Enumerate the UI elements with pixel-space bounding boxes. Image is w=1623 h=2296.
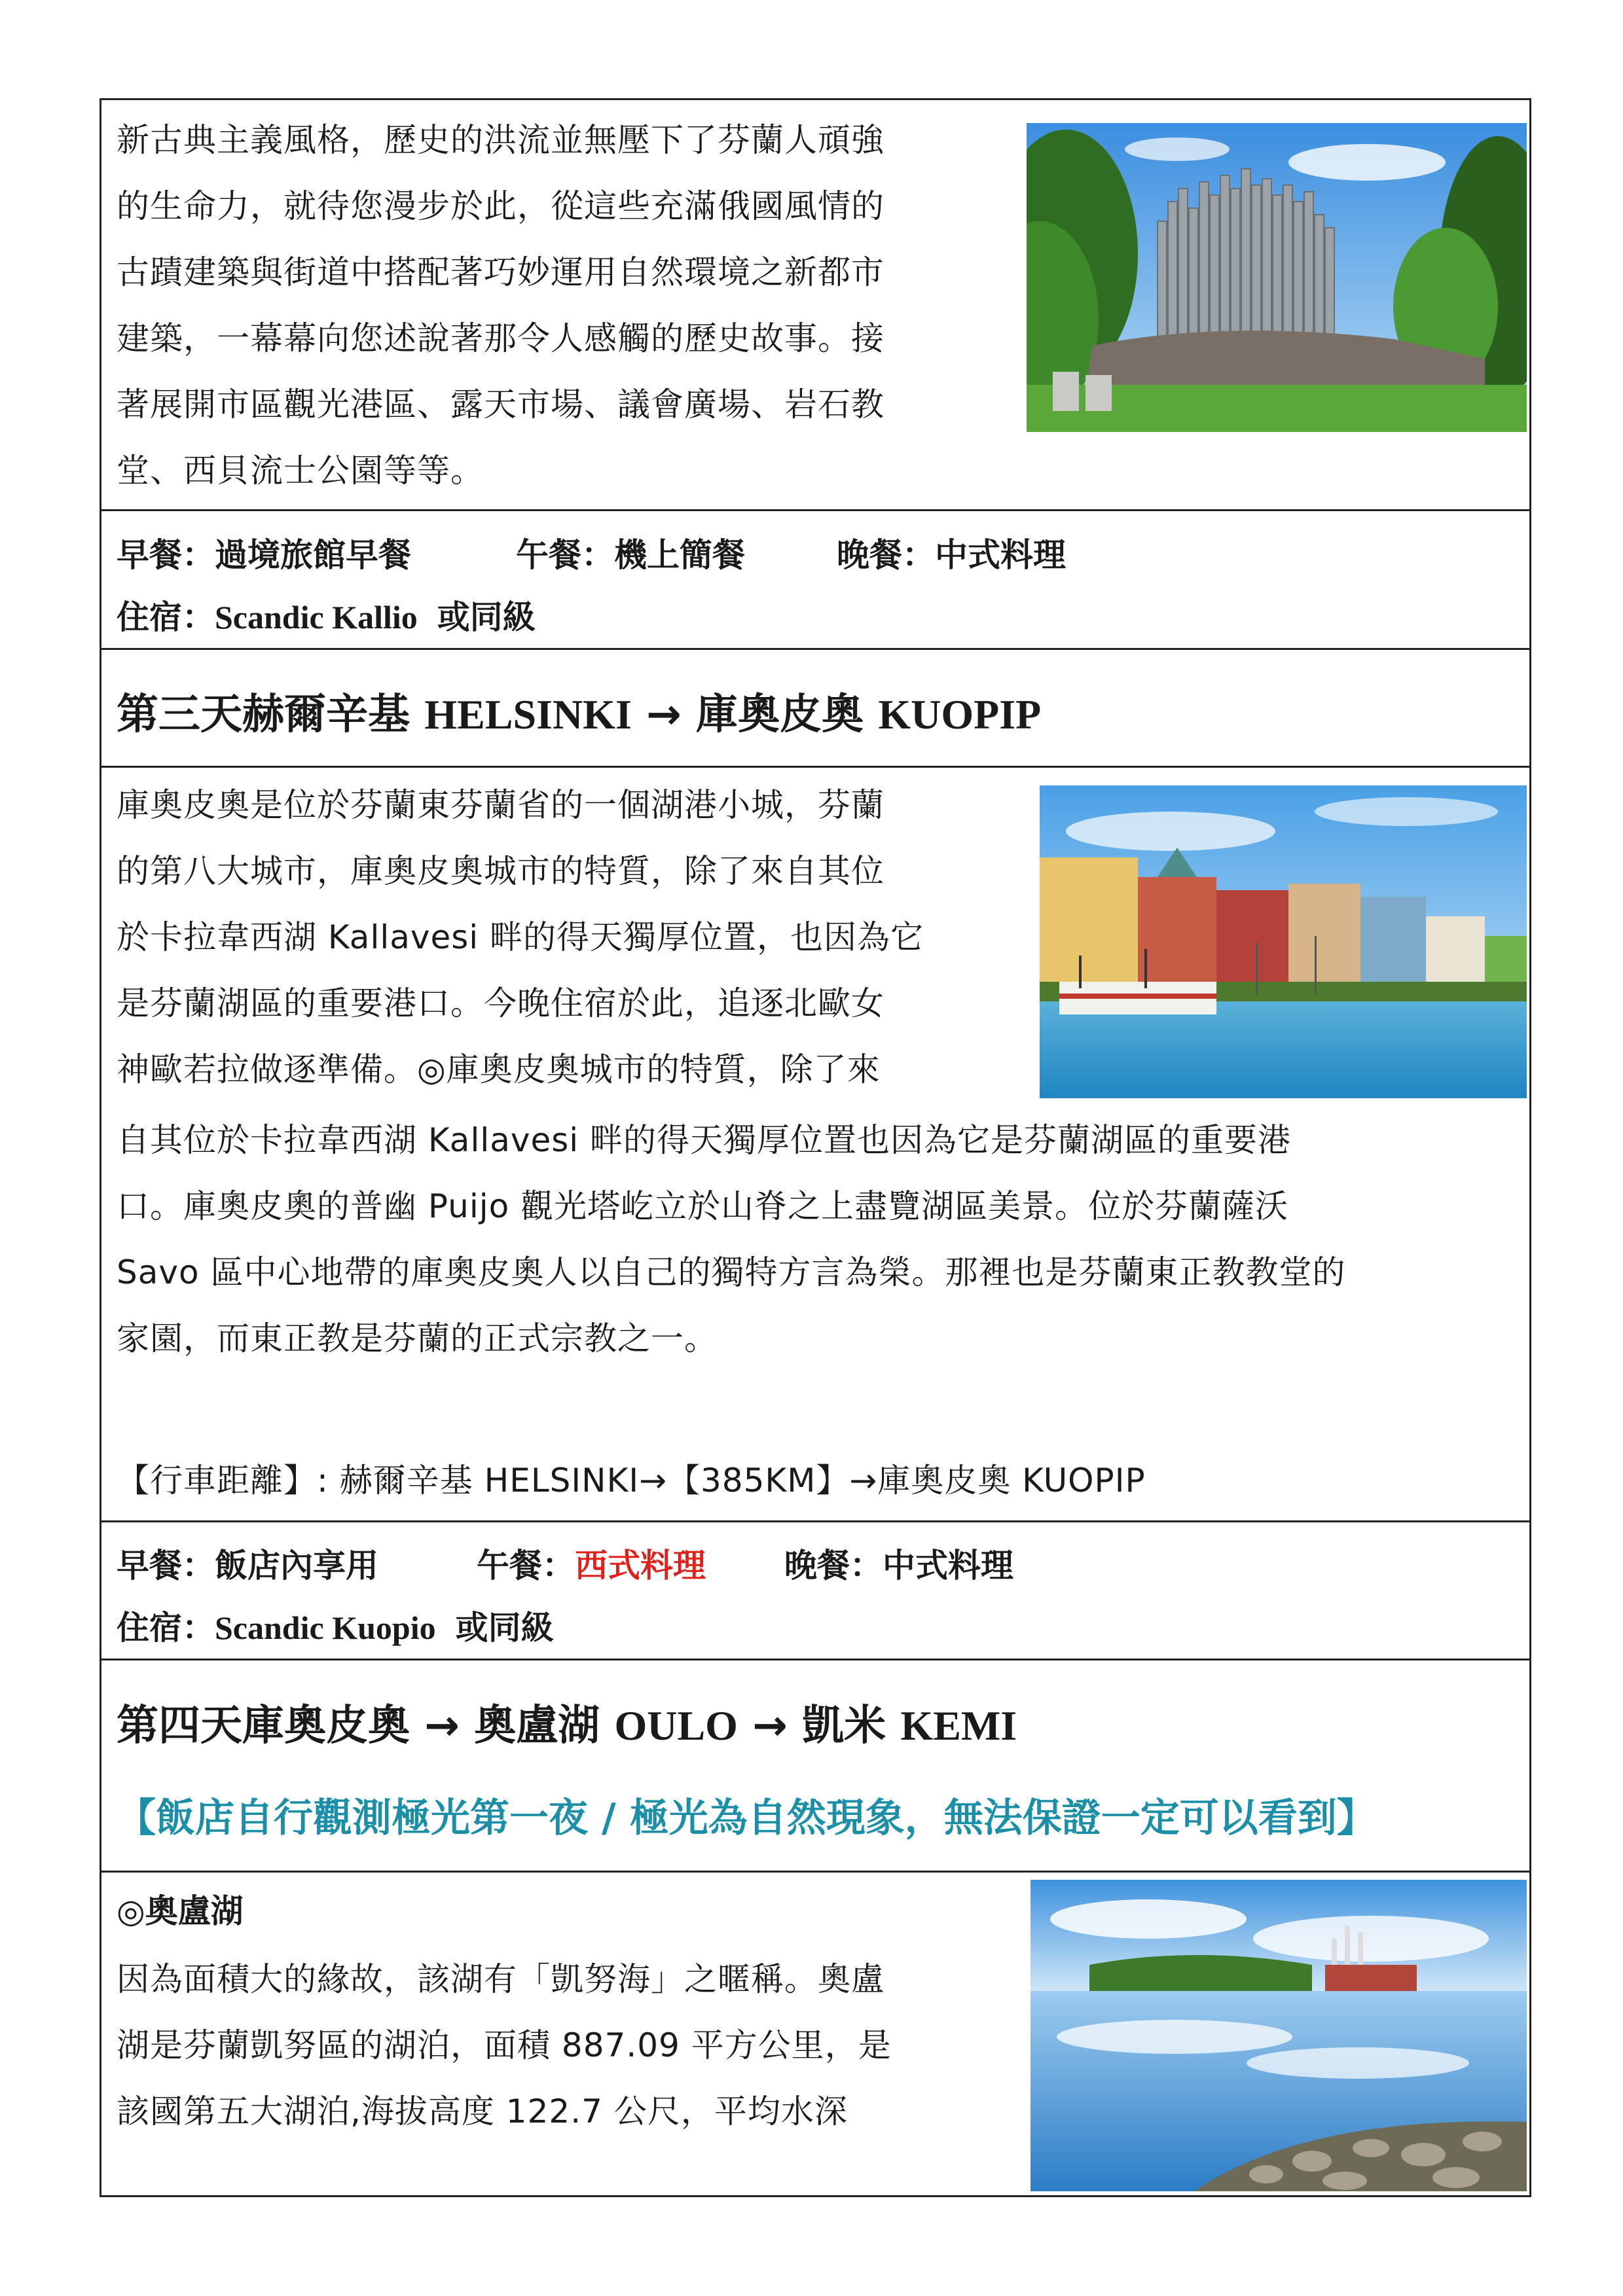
- hotel-suffix: 或同級: [437, 598, 536, 636]
- from-city-en: HELSINKI: [424, 691, 632, 738]
- day2-meals: [117, 529, 1066, 576]
- text-line: 於卡拉韋西湖 Kallavesi 畔的得天獨厚位置，也因為它: [117, 918, 924, 956]
- row-divider: [100, 648, 1531, 650]
- day3-meals: [117, 1539, 1013, 1587]
- hotel-suffix: 或同級: [455, 1609, 554, 1647]
- lake-oulu-heading: [117, 1885, 244, 1932]
- hotel-name: Scandic Kuopio: [215, 1609, 436, 1646]
- text-line: 庫奧皮奧是位於芬蘭東芬蘭省的一個湖港小城，芬蘭: [117, 786, 884, 824]
- section-heading: ◎奧盧湖: [117, 1892, 244, 1930]
- to-city-zh: 庫奧皮奧: [696, 691, 864, 739]
- day-label: 第三天: [117, 691, 242, 739]
- text-line: 神歐若拉做逐準備。◎庫奧皮奧城市的特質，除了來: [117, 1050, 881, 1088]
- text-line: 口。庫奧皮奧的普幽 Puijo 觀光塔屹立於山脊之上盡覽湖區美景。位於芬蘭薩沃: [117, 1187, 1289, 1225]
- text-line: 家園，而東正教是芬蘭的正式宗教之一。: [117, 1319, 718, 1357]
- lake-oulu-description: [117, 1946, 892, 2145]
- lunch-value: 西式料理: [575, 1547, 706, 1585]
- text-line: 該國第五大湖泊,海拔高度 122.7 公尺，平均水深: [117, 2092, 848, 2130]
- text-line: 建築，一幕幕向您述說著那令人感觸的歷史故事。接: [117, 319, 884, 357]
- sibelius-monument-photo: [1027, 123, 1527, 432]
- day2-description: [117, 107, 884, 504]
- text-line: 因為面積大的緣故，該湖有「凱努海」之暱稱。奧盧: [117, 1960, 884, 1998]
- breakfast: 早餐：過境旅館早餐: [117, 536, 411, 574]
- row-divider: [100, 1871, 1531, 1873]
- aurora-notice: 【飯店自行觀測極光第一夜 / 極光為自然現象，無法保證一定可以看到】: [117, 1795, 1376, 1841]
- helsinki-harbor-photo: [1040, 785, 1527, 1098]
- breakfast: 早餐：飯店內享用: [117, 1547, 378, 1585]
- lunch: 午餐：機上簡餐: [516, 536, 745, 574]
- day-label: 第四天: [117, 1702, 242, 1750]
- to-city-en: KUOPIP: [878, 691, 1042, 738]
- hotel-name: Scandic Kallio: [215, 599, 418, 636]
- lake-oulu-photo: [1030, 1880, 1527, 2191]
- text-line: 湖是芬蘭凱努區的湖泊，面積 887.09 平方公里，是: [117, 2026, 892, 2064]
- row-divider: [100, 766, 1531, 768]
- mid-city-en: OULO: [614, 1702, 738, 1749]
- to-city-en: KEMI: [900, 1702, 1017, 1749]
- text-line: Savo 區中心地帶的庫奧皮奧人以自己的獨特方言為榮。那裡也是芬蘭東正教教堂的: [117, 1253, 1346, 1291]
- text-line: 古蹟建築與街道中搭配著巧妙運用自然環境之新都市: [117, 253, 884, 291]
- row-divider: [100, 1659, 1531, 1660]
- dinner: 晚餐：中式料理: [784, 1547, 1013, 1585]
- dinner: 晚餐：中式料理: [837, 536, 1066, 574]
- from-city-zh: 赫爾辛基: [242, 691, 410, 739]
- text-line: 堂、西貝流士公園等等。: [117, 452, 484, 490]
- mid-city-zh: 奧盧湖: [474, 1702, 600, 1750]
- day4-title: [117, 1692, 1017, 1752]
- day3-description: [117, 772, 924, 1103]
- day3-description-continued: [117, 1107, 1345, 1372]
- from-city-zh: 庫奧皮奧: [242, 1702, 410, 1750]
- hotel-label: 住宿：: [117, 1609, 215, 1647]
- arrow: →: [424, 1702, 460, 1750]
- day3-driving-distance: [117, 1448, 1146, 1514]
- row-divider: [100, 509, 1531, 511]
- to-city-zh: 凱米: [802, 1702, 886, 1750]
- arrow: →: [646, 691, 682, 739]
- arrow: →: [752, 1702, 788, 1750]
- day3-hotel: [117, 1602, 554, 1649]
- text-line: 的第八大城市，庫奧皮奧城市的特質，除了來自其位: [117, 852, 884, 890]
- hotel-label: 住宿：: [117, 598, 215, 636]
- driving-distance-text: 【行車距離】: 赫爾辛基 HELSINKI→【385KM】→庫奧皮奧 KUOPIP: [117, 1462, 1146, 1499]
- lunch-label: 午餐：: [477, 1547, 575, 1585]
- day3-title: [117, 681, 1041, 741]
- row-divider: [100, 1520, 1531, 1522]
- text-line: 自其位於卡拉韋西湖 Kallavesi 畔的得天獨厚位置也因為它是芬蘭湖區的重要港: [117, 1121, 1292, 1159]
- text-line: 新古典主義風格，歷史的洪流並無壓下了芬蘭人頑強: [117, 121, 884, 159]
- text-line: 著展開市區觀光港區、露天市場、議會廣場、岩石教: [117, 386, 884, 423]
- text-line: 是芬蘭湖區的重要港口。今晚住宿於此，追逐北歐女: [117, 984, 884, 1022]
- text-line: 的生命力，就待您漫步於此，從這些充滿俄國風情的: [117, 187, 884, 225]
- day2-hotel: [117, 591, 536, 638]
